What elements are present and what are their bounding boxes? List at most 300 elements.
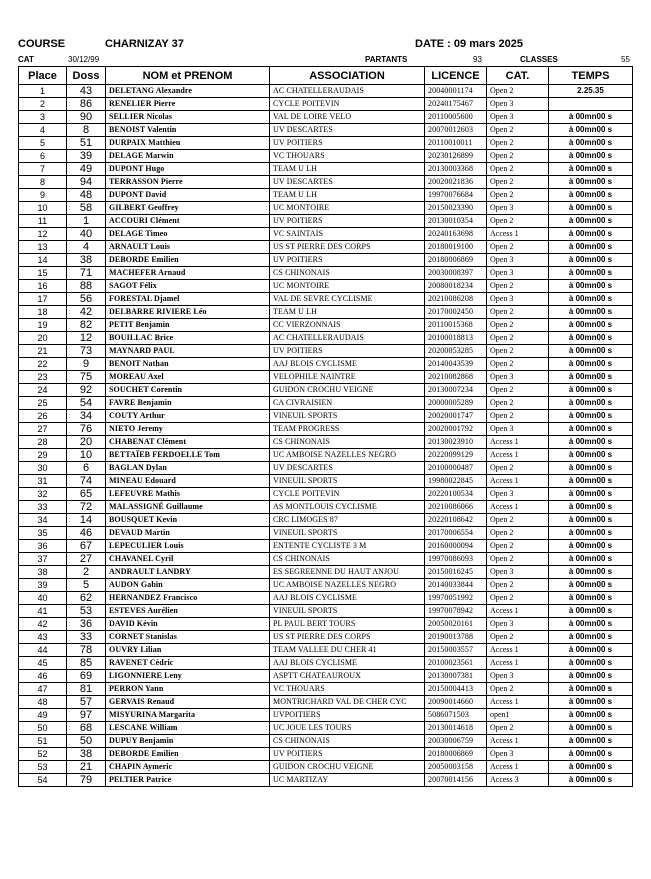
cell-assoc: AS MONTLOUIS CYCLISME: [270, 501, 425, 514]
table-row: [19, 410, 633, 423]
cell-assoc: AC CHATELLERAUDAIS: [270, 85, 425, 98]
cell-lic: 20150016245: [425, 566, 487, 579]
cell-place: 45: [19, 657, 67, 670]
course-name: CHARNIZAY 37: [105, 38, 184, 50]
cell-temps: à 00mn00 s: [549, 423, 633, 436]
cell-lic: 20070014156: [425, 774, 487, 787]
cell-lic: 20160000094: [425, 540, 487, 553]
cell-temps: à 00mn00 s: [549, 618, 633, 631]
cell-doss: 8: [67, 124, 106, 137]
cell-doss: 97: [67, 709, 106, 722]
cell-assoc: TEAM U LH: [270, 189, 425, 202]
cell-cat: Open 2: [487, 176, 549, 189]
cell-cat: Access 1: [487, 475, 549, 488]
cell-temps: à 00mn00 s: [549, 488, 633, 501]
cell-lic: 20150023390: [425, 202, 487, 215]
cell-lic: 20050020161: [425, 618, 487, 631]
cell-doss: 94: [67, 176, 106, 189]
cell-name: BETTAÏEB FERDOELLE Tom: [106, 449, 270, 462]
cell-temps: à 00mn00 s: [549, 514, 633, 527]
cell-place: 32: [19, 488, 67, 501]
cell-cat: Access 1: [487, 605, 549, 618]
cell-temps: à 00mn00 s: [549, 696, 633, 709]
cell-cat: Open 3: [487, 748, 549, 761]
partants-value: 93: [473, 55, 482, 64]
cell-place: 11: [19, 215, 67, 228]
cell-lic: 20240163698: [425, 228, 487, 241]
cell-lic: 20110010011: [425, 137, 487, 150]
cell-doss: 36: [67, 618, 106, 631]
cell-place: 4: [19, 124, 67, 137]
table-row: [19, 319, 633, 332]
table-row: [19, 475, 633, 488]
cell-doss: 42: [67, 306, 106, 319]
cell-cat: Open 2: [487, 280, 549, 293]
cell-temps: à 00mn00 s: [549, 254, 633, 267]
table-row: [19, 202, 633, 215]
cell-place: 51: [19, 735, 67, 748]
cell-temps: à 00mn00 s: [549, 410, 633, 423]
cell-lic: 20170006554: [425, 527, 487, 540]
table-row: [19, 449, 633, 462]
cell-place: 6: [19, 150, 67, 163]
cell-doss: 90: [67, 111, 106, 124]
cell-cat: Open 2: [487, 150, 549, 163]
cell-lic: 20210086066: [425, 501, 487, 514]
cell-place: 9: [19, 189, 67, 202]
cell-temps: à 00mn00 s: [549, 540, 633, 553]
table-row: [19, 774, 633, 787]
column-header-licence: LICENCE: [425, 67, 487, 85]
table-row: [19, 462, 633, 475]
cell-name: BENOIT Nathan: [106, 358, 270, 371]
cell-doss: 5: [67, 579, 106, 592]
cell-lic: 5086071503: [425, 709, 487, 722]
cell-name: AUDON Gabin: [106, 579, 270, 592]
cell-lic: 20080018234: [425, 280, 487, 293]
table-row: [19, 124, 633, 137]
cell-place: 41: [19, 605, 67, 618]
cell-lic: 20000005289: [425, 397, 487, 410]
cell-temps: à 00mn00 s: [549, 592, 633, 605]
cell-place: 18: [19, 306, 67, 319]
cell-assoc: UC AMBOISE NAZELLES NEGRO: [270, 579, 425, 592]
cell-place: 2: [19, 98, 67, 111]
cell-temps: à 00mn00 s: [549, 774, 633, 787]
cell-cat: Open 3: [487, 618, 549, 631]
cell-temps: à 00mn00 s: [549, 462, 633, 475]
cell-name: CHABENAT Clément: [106, 436, 270, 449]
cell-name: CORNET Stanislas: [106, 631, 270, 644]
cell-cat: Access 1: [487, 644, 549, 657]
table-row: [19, 540, 633, 553]
classes-value: 55: [621, 55, 630, 64]
table-row: [19, 189, 633, 202]
cell-doss: 62: [67, 592, 106, 605]
cell-cat: Access 1: [487, 436, 549, 449]
table-row: [19, 241, 633, 254]
cell-assoc: AC CHATELLERAUDAIS: [270, 332, 425, 345]
cell-temps: à 00mn00 s: [549, 137, 633, 150]
cell-assoc: VELOPHILE NAINTRE: [270, 371, 425, 384]
cell-cat: Open 2: [487, 124, 549, 137]
cell-cat: Open 2: [487, 683, 549, 696]
cell-cat: Open 2: [487, 384, 549, 397]
cell-cat: Open 2: [487, 345, 549, 358]
cell-place: 30: [19, 462, 67, 475]
cell-place: 52: [19, 748, 67, 761]
table-row: [19, 85, 633, 98]
cell-name: DELAGE Marwin: [106, 150, 270, 163]
cell-place: 23: [19, 371, 67, 384]
cell-temps: à 00mn00 s: [549, 111, 633, 124]
cell-doss: 39: [67, 150, 106, 163]
cell-place: 26: [19, 410, 67, 423]
cell-temps: à 00mn00 s: [549, 124, 633, 137]
table-row: [19, 722, 633, 735]
cell-lic: 20220108642: [425, 514, 487, 527]
cell-temps: à 00mn00 s: [549, 735, 633, 748]
cell-temps: à 00mn00 s: [549, 163, 633, 176]
cell-place: 7: [19, 163, 67, 176]
cell-name: ANDRAULT LANDRY: [106, 566, 270, 579]
cell-name: LIGONNIERE Leny: [106, 670, 270, 683]
column-header-place: Place: [19, 67, 67, 85]
table-row: [19, 397, 633, 410]
cell-name: BAGLAN Dylan: [106, 462, 270, 475]
cell-temps: à 00mn00 s: [549, 397, 633, 410]
cell-cat: Open 2: [487, 319, 549, 332]
cell-place: 15: [19, 267, 67, 280]
results-body: [19, 85, 633, 787]
cell-lic: 20020001792: [425, 423, 487, 436]
cell-place: 48: [19, 696, 67, 709]
cell-lic: 20020001747: [425, 410, 487, 423]
cell-temps: à 00mn00 s: [549, 605, 633, 618]
cell-assoc: UVPOITIERS: [270, 709, 425, 722]
cell-doss: 27: [67, 553, 106, 566]
cell-place: 36: [19, 540, 67, 553]
cell-name: LESCANE William: [106, 722, 270, 735]
cell-lic: 20130010354: [425, 215, 487, 228]
cell-assoc: UV POITIERS: [270, 137, 425, 150]
cell-assoc: UV POITIERS: [270, 215, 425, 228]
cell-assoc: UV POITIERS: [270, 345, 425, 358]
cell-cat: Open 2: [487, 163, 549, 176]
cell-temps: à 00mn00 s: [549, 631, 633, 644]
cell-doss: 71: [67, 267, 106, 280]
cell-cat: open1: [487, 709, 549, 722]
cell-temps: à 00mn00 s: [549, 566, 633, 579]
cell-temps: à 00mn00 s: [549, 215, 633, 228]
cell-cat: Access 1: [487, 657, 549, 670]
cell-cat: Open 2: [487, 332, 549, 345]
table-row: [19, 670, 633, 683]
cell-place: 5: [19, 137, 67, 150]
cell-name: DELAGE Timeo: [106, 228, 270, 241]
cell-doss: 38: [67, 748, 106, 761]
cell-doss: 72: [67, 501, 106, 514]
cell-doss: 74: [67, 475, 106, 488]
column-header-doss: Doss: [67, 67, 106, 85]
cell-place: 33: [19, 501, 67, 514]
cell-doss: 2: [67, 566, 106, 579]
cell-name: LEFEUVRE Mathis: [106, 488, 270, 501]
cell-lic: 19970086093: [425, 553, 487, 566]
cell-cat: Open 2: [487, 397, 549, 410]
cell-name: FAVRE Benjamin: [106, 397, 270, 410]
cell-assoc: CYCLE POITEVIN: [270, 98, 425, 111]
cell-place: 12: [19, 228, 67, 241]
table-row: [19, 163, 633, 176]
cell-name: MAYNARD PAUL: [106, 345, 270, 358]
cell-assoc: UC MONTOIRE: [270, 280, 425, 293]
cell-name: DEBORDE Emilien: [106, 254, 270, 267]
table-row: [19, 566, 633, 579]
classes-label: CLASSES: [520, 55, 558, 64]
cell-cat: Open 3: [487, 202, 549, 215]
cell-name: DELETANG Alexandre: [106, 85, 270, 98]
cell-assoc: AAJ BLOIS CYCLISME: [270, 657, 425, 670]
cell-doss: 51: [67, 137, 106, 150]
cell-lic: 20230126899: [425, 150, 487, 163]
cell-cat: Open 3: [487, 423, 549, 436]
cell-lic: 20030008397: [425, 267, 487, 280]
cell-lic: 20140043539: [425, 358, 487, 371]
table-row: [19, 111, 633, 124]
cell-doss: 85: [67, 657, 106, 670]
cell-doss: 34: [67, 410, 106, 423]
cell-name: DEBORDE Emilien: [106, 748, 270, 761]
table-row: [19, 527, 633, 540]
cell-place: 46: [19, 670, 67, 683]
cell-cat: Open 2: [487, 722, 549, 735]
cell-place: 3: [19, 111, 67, 124]
cell-lic: 20200053285: [425, 345, 487, 358]
cell-place: 20: [19, 332, 67, 345]
cell-place: 40: [19, 592, 67, 605]
course-label: COURSE: [18, 38, 66, 50]
table-row: [19, 423, 633, 436]
cell-temps: à 00mn00 s: [549, 202, 633, 215]
cell-temps: à 00mn00 s: [549, 553, 633, 566]
cell-assoc: UC JOUE LES TOURS: [270, 722, 425, 735]
cell-temps: [549, 98, 633, 111]
cell-name: DELBARRE RIVIERE Léo: [106, 306, 270, 319]
table-row: [19, 293, 633, 306]
cell-assoc: UC MONTOIRE: [270, 202, 425, 215]
cell-place: 22: [19, 358, 67, 371]
cell-assoc: UC MARTIZAY: [270, 774, 425, 787]
cell-name: MOREAU Axel: [106, 371, 270, 384]
cell-place: 27: [19, 423, 67, 436]
cell-temps: à 00mn00 s: [549, 709, 633, 722]
cell-name: CHAPIN Aymeric: [106, 761, 270, 774]
cell-lic: 19970078942: [425, 605, 487, 618]
cell-name: ESTEVES Aurélien: [106, 605, 270, 618]
cell-cat: Access 1: [487, 501, 549, 514]
cell-temps: à 00mn00 s: [549, 176, 633, 189]
cell-assoc: CS CHINONAIS: [270, 267, 425, 280]
cell-name: LEPECULIER Louis: [106, 540, 270, 553]
cell-temps: à 00mn00 s: [549, 293, 633, 306]
cell-doss: 4: [67, 241, 106, 254]
cell-cat: Open 2: [487, 215, 549, 228]
cell-assoc: CYCLE POITEVIN: [270, 488, 425, 501]
cell-assoc: UV DESCARTES: [270, 124, 425, 137]
cell-assoc: VINEUIL SPORTS: [270, 475, 425, 488]
cell-place: 49: [19, 709, 67, 722]
cell-lic: 20050003158: [425, 761, 487, 774]
column-header-cat: CAT.: [487, 67, 549, 85]
cell-assoc: VAL DE LOIRE VELO: [270, 111, 425, 124]
cell-temps: à 00mn00 s: [549, 332, 633, 345]
table-row: [19, 98, 633, 111]
table-row: [19, 501, 633, 514]
cell-temps: à 00mn00 s: [549, 657, 633, 670]
table-row: [19, 683, 633, 696]
cell-temps: à 00mn00 s: [549, 722, 633, 735]
cell-lic: 20040001174: [425, 85, 487, 98]
table-row: [19, 553, 633, 566]
table-row: [19, 215, 633, 228]
cell-name: SAGOT Félix: [106, 280, 270, 293]
cell-lic: 20130007234: [425, 384, 487, 397]
cell-place: 50: [19, 722, 67, 735]
cell-assoc: TEAM U LH: [270, 163, 425, 176]
cell-assoc: MONTRICHARD VAL DE CHER CYC: [270, 696, 425, 709]
cell-name: RENELIER Pierre: [106, 98, 270, 111]
cell-doss: 48: [67, 189, 106, 202]
table-row: [19, 345, 633, 358]
cell-name: FORESTAL Djamel: [106, 293, 270, 306]
cell-place: 24: [19, 384, 67, 397]
cell-name: DAVID Kévin: [106, 618, 270, 631]
cell-name: OUVRY Lilian: [106, 644, 270, 657]
cell-doss: 21: [67, 761, 106, 774]
cell-lic: 20130023910: [425, 436, 487, 449]
table-row: [19, 306, 633, 319]
cell-assoc: VC THOUARS: [270, 683, 425, 696]
table-row: [19, 436, 633, 449]
cell-temps: à 00mn00 s: [549, 527, 633, 540]
cell-assoc: VINEUIL SPORTS: [270, 527, 425, 540]
cell-assoc: GUIDON CROCHU VEIGNE: [270, 384, 425, 397]
cell-cat: Open 2: [487, 241, 549, 254]
cell-doss: 86: [67, 98, 106, 111]
cell-lic: 20210082868: [425, 371, 487, 384]
cell-temps: à 00mn00 s: [549, 150, 633, 163]
cell-temps: à 00mn00 s: [549, 371, 633, 384]
cell-lic: 20110005600: [425, 111, 487, 124]
column-header-name: NOM et PRENOM: [106, 67, 270, 85]
cell-cat: Open 3: [487, 293, 549, 306]
cell-cat: Access 1: [487, 761, 549, 774]
cell-temps: à 00mn00 s: [549, 345, 633, 358]
cell-assoc: TEAM U LH: [270, 306, 425, 319]
cell-place: 31: [19, 475, 67, 488]
table-row: [19, 657, 633, 670]
cell-doss: 81: [67, 683, 106, 696]
cell-temps: à 00mn00 s: [549, 449, 633, 462]
cell-name: ARNAULT Louis: [106, 241, 270, 254]
cell-place: 14: [19, 254, 67, 267]
cell-doss: 46: [67, 527, 106, 540]
table-row: [19, 748, 633, 761]
table-row: [19, 761, 633, 774]
cell-doss: 53: [67, 605, 106, 618]
column-header-association: ASSOCIATION: [270, 67, 425, 85]
cell-doss: 38: [67, 254, 106, 267]
cell-cat: Access 3: [487, 774, 549, 787]
cell-name: DEVAUD Martin: [106, 527, 270, 540]
cell-lic: 20020021836: [425, 176, 487, 189]
cell-cat: Open 2: [487, 410, 549, 423]
cell-lic: 20180006869: [425, 254, 487, 267]
cell-cat: Open 2: [487, 189, 549, 202]
cell-cat: Open 2: [487, 579, 549, 592]
cell-assoc: TEAM VALLEE DU CHER 41: [270, 644, 425, 657]
cell-lic: 19980022845: [425, 475, 487, 488]
cell-assoc: VC SAINTAIS: [270, 228, 425, 241]
cell-lic: 20150004413: [425, 683, 487, 696]
cell-cat: Open 2: [487, 85, 549, 98]
cell-doss: 79: [67, 774, 106, 787]
cell-name: TERRASSON Pierre: [106, 176, 270, 189]
cell-cat: Open 2: [487, 592, 549, 605]
cell-place: 47: [19, 683, 67, 696]
table-row: [19, 176, 633, 189]
cell-assoc: ENTENTE CYCLISTE 3 M: [270, 540, 425, 553]
cell-cat: Open 3: [487, 111, 549, 124]
cell-assoc: PL PAUL BERT TOURS: [270, 618, 425, 631]
cell-temps: à 00mn00 s: [549, 683, 633, 696]
cell-doss: 1: [67, 215, 106, 228]
cell-place: 21: [19, 345, 67, 358]
table-row: [19, 371, 633, 384]
cell-doss: 65: [67, 488, 106, 501]
cell-cat: Open 3: [487, 371, 549, 384]
cell-assoc: UV POITIERS: [270, 748, 425, 761]
cell-assoc: CS CHINONAIS: [270, 735, 425, 748]
cell-doss: 92: [67, 384, 106, 397]
cell-lic: 20170002450: [425, 306, 487, 319]
cell-doss: 75: [67, 371, 106, 384]
cell-doss: 54: [67, 397, 106, 410]
cat-label: CAT: [18, 55, 34, 64]
table-row: [19, 579, 633, 592]
cell-cat: Access 1: [487, 228, 549, 241]
cell-cat: Open 2: [487, 462, 549, 475]
document-subheader: [18, 55, 638, 65]
cell-lic: 20140033844: [425, 579, 487, 592]
cell-name: ACCOURI Clément: [106, 215, 270, 228]
cell-place: 28: [19, 436, 67, 449]
cell-name: NIETO Jeremy: [106, 423, 270, 436]
cell-name: DURPAIX Matthieu: [106, 137, 270, 150]
cell-lic: 20100018813: [425, 332, 487, 345]
table-row: [19, 137, 633, 150]
cell-temps: à 00mn00 s: [549, 670, 633, 683]
cell-lic: 19970051992: [425, 592, 487, 605]
results-table: [18, 66, 633, 787]
cat-value: 30/12/99: [68, 55, 100, 64]
cell-place: 42: [19, 618, 67, 631]
cell-lic: 20030006759: [425, 735, 487, 748]
cell-cat: Open 2: [487, 358, 549, 371]
cell-doss: 68: [67, 722, 106, 735]
cell-temps: à 00mn00 s: [549, 501, 633, 514]
